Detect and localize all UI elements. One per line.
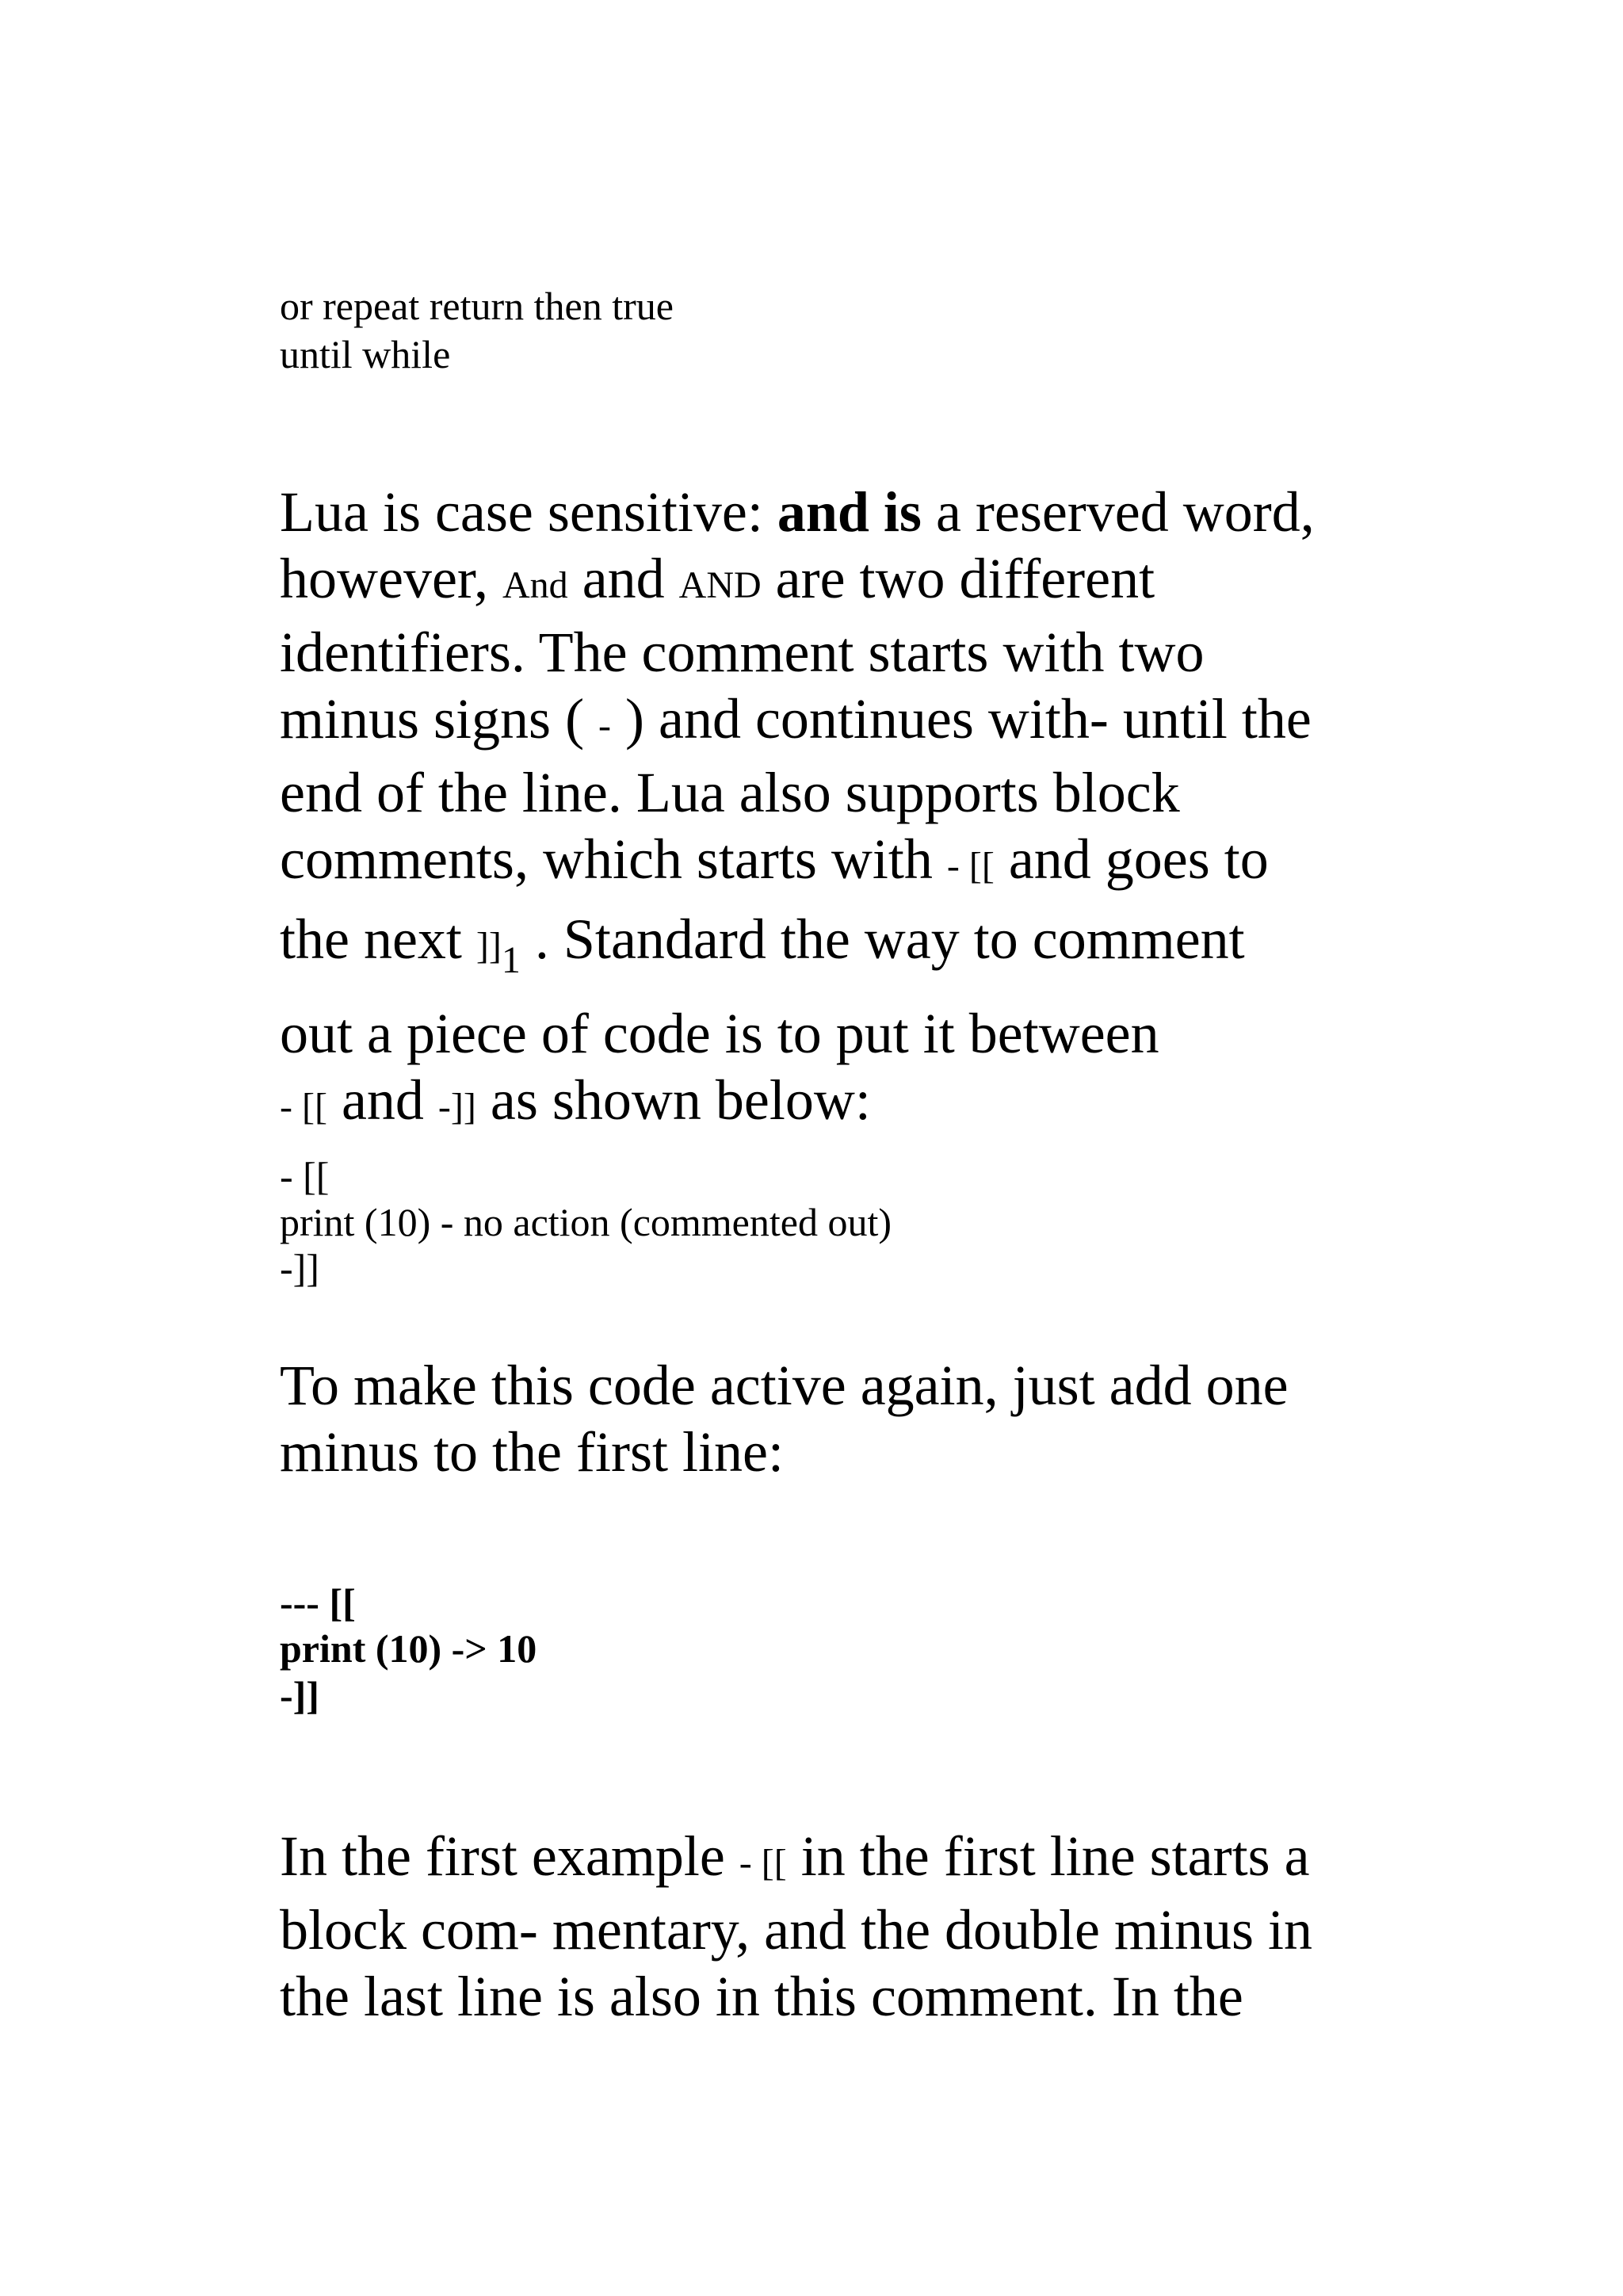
para2-line: To make this code active again, just add one [280,1354,1289,1417]
keywords-line-1: or repeat return then true [280,284,674,328]
para1-line: - [[ and -]] as shown below: [280,1068,871,1132]
para1-line: identifiers. The comment starts with two [280,621,1205,684]
paragraph-first-example [280,1823,1373,2030]
code1-line-3: -]] [280,1246,319,1290]
code2-line-1: --- [[ [280,1580,356,1625]
para3-line: block com- mentary, and the double minus in [280,1898,1313,1962]
para1-line: Lua is case sensitive: and is a reserved word, [280,480,1315,544]
code2-line-3: -]] [280,1673,319,1717]
para1-line: end of the line. Lua also supports block [280,761,1180,824]
code2-line-2: print (10) -> 10 [280,1626,537,1671]
para1-line: comments, which starts with - [[ and goes to [280,827,1269,891]
footnote-marker: 1 [501,939,521,981]
bold-keyword: and is [777,480,922,544]
code1-line-1: - [[ [280,1154,330,1198]
identifier-AND: AND [678,564,762,606]
keywords-line-2: until while [280,332,451,376]
para1-line: however, And and AND are two different [280,547,1155,610]
paragraph-case-sensitivity [280,479,1373,1140]
para2-line: minus to the first line: [280,1420,784,1484]
para3-line: In the first example - [[ in the first line starts a [280,1824,1310,1888]
code1-line-2: print (10) - no action (commented out) [280,1200,892,1244]
para1-line: out a piece of code is to put it between [280,1002,1159,1065]
para1-line: the next ]]$_1$ . Standard the way to comment [280,907,1245,981]
paragraph-make-active [280,1352,1373,1485]
para3-line: the last line is also in this comment. In the [280,1965,1243,2028]
identifier-And: And [502,564,568,606]
para1-line: minus signs ( - ) and continues with- until the [280,687,1312,751]
